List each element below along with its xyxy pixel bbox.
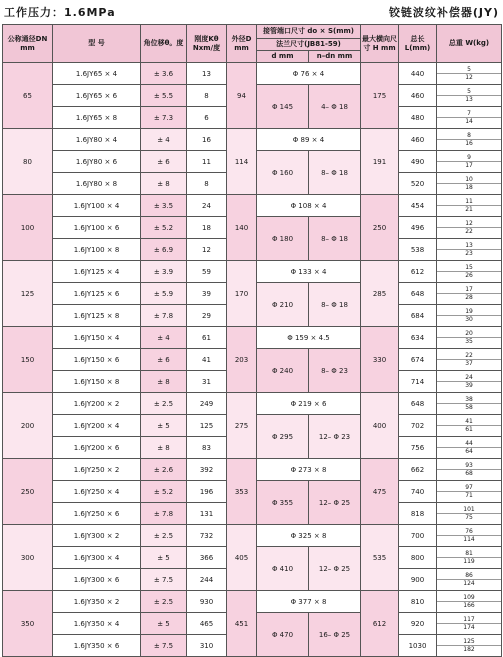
weight-cell: [437, 217, 502, 239]
flange-d-cell: Φ 240: [257, 349, 309, 393]
weight-value-2: 21: [465, 206, 473, 213]
flange-d-cell: Φ 160: [257, 151, 309, 195]
stiffness-cell: 249: [187, 393, 227, 415]
flange-d-cell: Φ 295: [257, 415, 309, 459]
lateral-cell: 475: [361, 459, 399, 525]
weight-value-2: 64: [465, 448, 473, 455]
col-length: 总长 L(mm): [399, 25, 437, 63]
model-cell: 1.6JY250 × 4: [53, 481, 141, 503]
flange-n-cell: 4– Φ 18: [309, 85, 361, 129]
weight-value-1: 81: [437, 550, 501, 558]
outer-diameter-cell: 405: [227, 525, 257, 591]
col-stiffness: 刚度Kθ Nxm/度: [187, 25, 227, 63]
col-flange-d: d mm: [257, 51, 309, 63]
length-cell: 460: [399, 85, 437, 107]
angle-cell: ± 7.8: [141, 503, 187, 525]
weight-value-2: 75: [465, 514, 473, 521]
weight-value-2: 18: [465, 184, 473, 191]
model-cell: 1.6JY300 × 4: [53, 547, 141, 569]
stiffness-cell: 16: [187, 129, 227, 151]
length-cell: 480: [399, 107, 437, 129]
angle-cell: ± 8: [141, 371, 187, 393]
outer-diameter-cell: 170: [227, 261, 257, 327]
weight-cell: [437, 569, 502, 591]
flange-n-cell: 8– Φ 18: [309, 217, 361, 261]
flange-n-cell: 8– Φ 23: [309, 349, 361, 393]
weight-value-1: 17: [437, 286, 501, 294]
flange-d-cell: Φ 355: [257, 481, 309, 525]
model-cell: 1.6JY80 × 6: [53, 151, 141, 173]
weight-value-2: 124: [463, 580, 475, 587]
weight-cell: [437, 283, 502, 305]
weight-value-2: 12: [465, 74, 473, 81]
length-cell: 454: [399, 195, 437, 217]
angle-cell: ± 2.5: [141, 525, 187, 547]
table-row: [3, 327, 502, 349]
weight-cell: [437, 415, 502, 437]
length-cell: 700: [399, 525, 437, 547]
length-cell: 818: [399, 503, 437, 525]
pipe-port-cell: Φ 325 × 8: [257, 525, 361, 547]
lateral-cell: 612: [361, 591, 399, 657]
weight-value-1: 117: [437, 616, 501, 624]
stiffness-cell: 392: [187, 459, 227, 481]
length-cell: 684: [399, 305, 437, 327]
weight-cell: [437, 261, 502, 283]
angle-cell: ± 6: [141, 151, 187, 173]
model-cell: 1.6JY65 × 4: [53, 63, 141, 85]
length-cell: 800: [399, 547, 437, 569]
stiffness-cell: 8: [187, 85, 227, 107]
angle-cell: ± 4: [141, 129, 187, 151]
weight-value-1: 22: [437, 352, 501, 360]
angle-cell: ± 2.5: [141, 393, 187, 415]
weight-value-2: 39: [465, 382, 473, 389]
weight-value-1: 101: [437, 506, 501, 514]
weight-value-1: 93: [437, 462, 501, 470]
weight-value-2: 114: [463, 536, 475, 543]
weight-cell: [437, 437, 502, 459]
col-pipe-port: 接管端口尺寸 do × S(mm): [257, 25, 361, 39]
weight-cell: [437, 503, 502, 525]
weight-value-2: 119: [463, 558, 475, 565]
flange-n-cell: 16– Φ 25: [309, 613, 361, 657]
stiffness-cell: 83: [187, 437, 227, 459]
col-weight: 总重 W(kg): [437, 25, 502, 63]
length-cell: 900: [399, 569, 437, 591]
weight-value-1: 11: [437, 198, 501, 206]
weight-value-1: 97: [437, 484, 501, 492]
angle-cell: ± 5: [141, 415, 187, 437]
stiffness-cell: 6: [187, 107, 227, 129]
dn-cell: 350: [3, 591, 53, 657]
model-cell: 1.6JY350 × 6: [53, 635, 141, 657]
length-cell: 714: [399, 371, 437, 393]
stiffness-cell: 11: [187, 151, 227, 173]
dn-cell: 200: [3, 393, 53, 459]
weight-value-1: 44: [437, 440, 501, 448]
table-row: [3, 195, 502, 217]
weight-cell: [437, 63, 502, 85]
model-cell: 1.6JY200 × 2: [53, 393, 141, 415]
angle-cell: ± 3.9: [141, 261, 187, 283]
lateral-cell: 330: [361, 327, 399, 393]
stiffness-cell: 12: [187, 239, 227, 261]
stiffness-cell: 31: [187, 371, 227, 393]
weight-value-1: 20: [437, 330, 501, 338]
length-cell: 702: [399, 415, 437, 437]
weight-value-2: 23: [465, 250, 473, 257]
lateral-cell: 285: [361, 261, 399, 327]
angle-cell: ± 5: [141, 547, 187, 569]
weight-cell: [437, 481, 502, 503]
weight-value-2: 174: [463, 624, 475, 631]
lateral-cell: 175: [361, 63, 399, 129]
dn-cell: 250: [3, 459, 53, 525]
pipe-port-cell: Φ 133 × 4: [257, 261, 361, 283]
outer-diameter-cell: 114: [227, 129, 257, 195]
dn-cell: 80: [3, 129, 53, 195]
model-cell: 1.6JY65 × 8: [53, 107, 141, 129]
weight-value-1: 12: [437, 220, 501, 228]
outer-diameter-cell: 94: [227, 63, 257, 129]
stiffness-cell: 59: [187, 261, 227, 283]
stiffness-cell: 310: [187, 635, 227, 657]
angle-cell: ± 5.2: [141, 217, 187, 239]
weight-cell: [437, 305, 502, 327]
weight-cell: [437, 239, 502, 261]
model-cell: 1.6JY100 × 4: [53, 195, 141, 217]
weight-value-2: 17: [465, 162, 473, 169]
lateral-cell: 250: [361, 195, 399, 261]
angle-cell: ± 6: [141, 349, 187, 371]
weight-value-1: 76: [437, 528, 501, 536]
angle-cell: ± 7.8: [141, 305, 187, 327]
spec-table-body: [3, 63, 502, 657]
weight-cell: [437, 591, 502, 613]
weight-value-1: 86: [437, 572, 501, 580]
length-cell: 490: [399, 151, 437, 173]
angle-cell: ± 3.5: [141, 195, 187, 217]
weight-value-2: 37: [465, 360, 473, 367]
stiffness-cell: 366: [187, 547, 227, 569]
col-outer-diameter: 外径D mm: [227, 25, 257, 63]
angle-cell: ± 8: [141, 173, 187, 195]
pipe-port-cell: Φ 219 × 6: [257, 393, 361, 415]
model-cell: 1.6JY300 × 6: [53, 569, 141, 591]
weight-value-2: 13: [465, 96, 473, 103]
flange-n-cell: 12– Φ 23: [309, 415, 361, 459]
lateral-cell: 191: [361, 129, 399, 195]
length-cell: 496: [399, 217, 437, 239]
weight-value-1: 7: [437, 110, 501, 118]
stiffness-cell: 930: [187, 591, 227, 613]
dn-cell: 125: [3, 261, 53, 327]
angle-cell: ± 5: [141, 613, 187, 635]
length-cell: 648: [399, 283, 437, 305]
angle-cell: ± 7.5: [141, 569, 187, 591]
weight-value-2: 35: [465, 338, 473, 345]
stiffness-cell: 18: [187, 217, 227, 239]
col-model: 型 号: [53, 25, 141, 63]
stiffness-cell: 24: [187, 195, 227, 217]
weight-cell: [437, 107, 502, 129]
stiffness-cell: 41: [187, 349, 227, 371]
length-cell: 810: [399, 591, 437, 613]
weight-value-2: 28: [465, 294, 473, 301]
stiffness-cell: 244: [187, 569, 227, 591]
weight-cell: [437, 547, 502, 569]
flange-d-cell: Φ 470: [257, 613, 309, 657]
length-cell: 648: [399, 393, 437, 415]
table-row: [3, 459, 502, 481]
outer-diameter-cell: 203: [227, 327, 257, 393]
angle-cell: ± 5.9: [141, 283, 187, 305]
stiffness-cell: 13: [187, 63, 227, 85]
model-cell: 1.6JY125 × 8: [53, 305, 141, 327]
pipe-port-cell: Φ 108 × 4: [257, 195, 361, 217]
weight-cell: [437, 613, 502, 635]
table-row: [3, 591, 502, 613]
angle-cell: ± 7.5: [141, 635, 187, 657]
model-cell: 1.6JY250 × 2: [53, 459, 141, 481]
table-row: [3, 261, 502, 283]
weight-value-2: 61: [465, 426, 473, 433]
weight-cell: [437, 327, 502, 349]
col-dn: 公称通径DN mm: [3, 25, 53, 63]
weight-value-2: 26: [465, 272, 473, 279]
pipe-port-cell: Φ 76 × 4: [257, 63, 361, 85]
stiffness-cell: 8: [187, 173, 227, 195]
model-cell: 1.6JY150 × 8: [53, 371, 141, 393]
weight-cell: [437, 85, 502, 107]
lateral-cell: 400: [361, 393, 399, 459]
weight-cell: [437, 371, 502, 393]
model-cell: 1.6JY100 × 8: [53, 239, 141, 261]
weight-value-1: 41: [437, 418, 501, 426]
weight-value-1: 10: [437, 176, 501, 184]
model-cell: 1.6JY100 × 6: [53, 217, 141, 239]
weight-value-2: 182: [463, 646, 475, 653]
stiffness-cell: 732: [187, 525, 227, 547]
weight-value-2: 30: [465, 316, 473, 323]
model-cell: 1.6JY65 × 6: [53, 85, 141, 107]
weight-value-1: 109: [437, 594, 501, 602]
table-row: [3, 525, 502, 547]
angle-cell: ± 5.2: [141, 481, 187, 503]
stiffness-cell: 196: [187, 481, 227, 503]
pipe-port-cell: Φ 159 × 4.5: [257, 327, 361, 349]
dn-cell: 150: [3, 327, 53, 393]
col-flange-n: n–dn mm: [309, 51, 361, 63]
weight-cell: [437, 525, 502, 547]
spec-table: [2, 24, 502, 657]
outer-diameter-cell: 353: [227, 459, 257, 525]
weight-cell: [437, 195, 502, 217]
outer-diameter-cell: 140: [227, 195, 257, 261]
length-cell: 920: [399, 613, 437, 635]
weight-value-2: 68: [465, 470, 473, 477]
weight-value-2: 14: [465, 118, 473, 125]
model-cell: 1.6JY200 × 6: [53, 437, 141, 459]
flange-d-cell: Φ 410: [257, 547, 309, 591]
length-cell: 674: [399, 349, 437, 371]
flange-d-cell: Φ 145: [257, 85, 309, 129]
length-cell: 460: [399, 129, 437, 151]
pipe-port-cell: Φ 89 × 4: [257, 129, 361, 151]
stiffness-cell: 61: [187, 327, 227, 349]
pipe-port-cell: Φ 273 × 8: [257, 459, 361, 481]
stiffness-cell: 465: [187, 613, 227, 635]
angle-cell: ± 6.9: [141, 239, 187, 261]
angle-cell: ± 8: [141, 437, 187, 459]
weight-value-1: 8: [437, 132, 501, 140]
page-header: [0, 0, 503, 20]
weight-cell: [437, 129, 502, 151]
weight-cell: [437, 349, 502, 371]
weight-value-2: 22: [465, 228, 473, 235]
angle-cell: ± 2.5: [141, 591, 187, 613]
model-cell: 1.6JY300 × 2: [53, 525, 141, 547]
model-cell: 1.6JY350 × 4: [53, 613, 141, 635]
model-cell: 1.6JY150 × 6: [53, 349, 141, 371]
flange-n-cell: 12– Φ 25: [309, 547, 361, 591]
model-cell: 1.6JY80 × 4: [53, 129, 141, 151]
flange-n-cell: 12– Φ 25: [309, 481, 361, 525]
weight-value-2: 16: [465, 140, 473, 147]
angle-cell: ± 7.3: [141, 107, 187, 129]
weight-cell: [437, 635, 502, 657]
length-cell: 662: [399, 459, 437, 481]
page-title: 铰链波纹补偿器(JY): [388, 6, 499, 19]
table-row: [3, 129, 502, 151]
dn-cell: 100: [3, 195, 53, 261]
outer-diameter-cell: 275: [227, 393, 257, 459]
weight-value-1: 24: [437, 374, 501, 382]
angle-cell: ± 5.5: [141, 85, 187, 107]
length-cell: 440: [399, 63, 437, 85]
weight-value-1: 38: [437, 396, 501, 404]
flange-d-cell: Φ 210: [257, 283, 309, 327]
angle-cell: ± 2.6: [141, 459, 187, 481]
stiffness-cell: 39: [187, 283, 227, 305]
weight-value-1: 19: [437, 308, 501, 316]
weight-value-1: 13: [437, 242, 501, 250]
flange-n-cell: 8– Φ 18: [309, 151, 361, 195]
length-cell: 634: [399, 327, 437, 349]
angle-cell: ± 4: [141, 327, 187, 349]
weight-cell: [437, 151, 502, 173]
length-cell: 538: [399, 239, 437, 261]
table-row: [3, 63, 502, 85]
stiffness-cell: 125: [187, 415, 227, 437]
stiffness-cell: 29: [187, 305, 227, 327]
weight-cell: [437, 459, 502, 481]
model-cell: 1.6JY350 × 2: [53, 591, 141, 613]
col-flange: 法兰尺寸(JB81-59): [257, 39, 361, 51]
length-cell: 756: [399, 437, 437, 459]
col-lateral: 最大横向尺寸 H mm: [361, 25, 399, 63]
weight-value-1: 9: [437, 154, 501, 162]
dn-cell: 65: [3, 63, 53, 129]
weight-value-2: 58: [465, 404, 473, 411]
dn-cell: 300: [3, 525, 53, 591]
length-cell: 740: [399, 481, 437, 503]
model-cell: 1.6JY150 × 4: [53, 327, 141, 349]
weight-value-1: 5: [437, 66, 501, 74]
weight-value-1: 5: [437, 88, 501, 96]
weight-cell: [437, 173, 502, 195]
flange-d-cell: Φ 180: [257, 217, 309, 261]
col-angle: 角位移θ。度: [141, 25, 187, 63]
working-pressure-label: 工作压力：1.6MPa: [4, 6, 116, 19]
weight-cell: [437, 393, 502, 415]
flange-n-cell: 8– Φ 18: [309, 283, 361, 327]
weight-value-1: 125: [437, 638, 501, 646]
model-cell: 1.6JY250 × 6: [53, 503, 141, 525]
model-cell: 1.6JY125 × 4: [53, 261, 141, 283]
length-cell: 520: [399, 173, 437, 195]
table-row: [3, 393, 502, 415]
weight-value-2: 71: [465, 492, 473, 499]
model-cell: 1.6JY200 × 4: [53, 415, 141, 437]
angle-cell: ± 3.6: [141, 63, 187, 85]
weight-value-2: 166: [463, 602, 475, 609]
model-cell: 1.6JY80 × 8: [53, 173, 141, 195]
model-cell: 1.6JY125 × 6: [53, 283, 141, 305]
length-cell: 1030: [399, 635, 437, 657]
outer-diameter-cell: 451: [227, 591, 257, 657]
stiffness-cell: 131: [187, 503, 227, 525]
length-cell: 612: [399, 261, 437, 283]
pipe-port-cell: Φ 377 × 8: [257, 591, 361, 613]
weight-value-1: 15: [437, 264, 501, 272]
lateral-cell: 535: [361, 525, 399, 591]
